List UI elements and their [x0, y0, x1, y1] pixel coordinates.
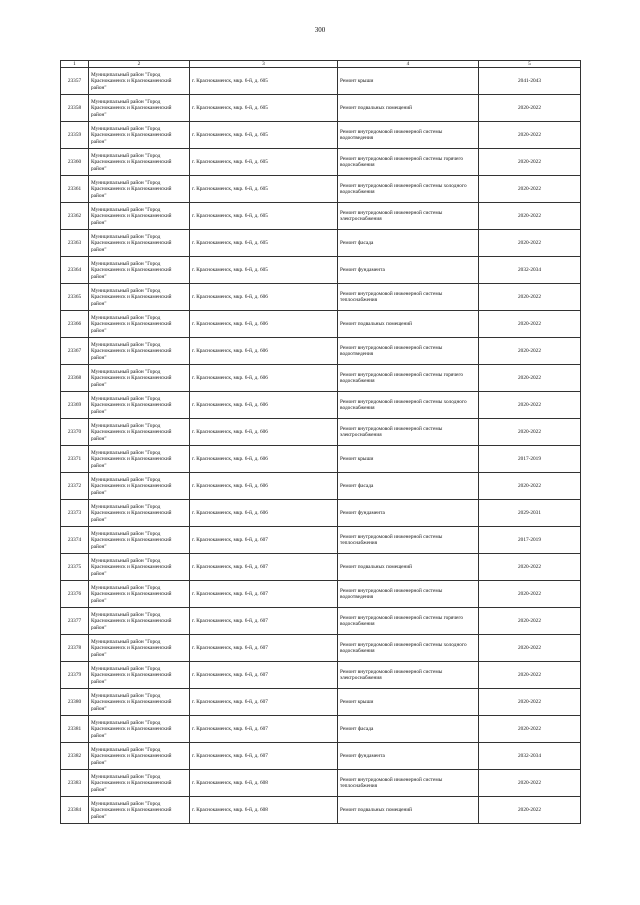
table-row	[61, 149, 581, 176]
table-row	[61, 203, 581, 230]
period-cell: 2020-2022	[479, 149, 581, 176]
work-type-cell: Ремонт подвальных помещений	[338, 95, 479, 122]
municipality-cell: Муниципальный район "Город Краснокаменск и Краснокаменский район"	[89, 68, 190, 95]
work-type-cell: Ремонт внутридомовой инженерной системы водоотведения	[338, 581, 479, 608]
address-cell: г. Краснокаменск, мкр. 6-й, д. 605	[190, 68, 338, 95]
table-row	[61, 473, 581, 500]
work-type-cell: Ремонт внутридомовой инженерной системы горячего водоснабжения	[338, 608, 479, 635]
address-cell: г. Краснокаменск, мкр. 6-й, д. 608	[190, 770, 338, 797]
period-cell: 2020-2022	[479, 689, 581, 716]
row-number: 23364	[61, 257, 89, 284]
municipality-cell: Муниципальный район "Город Краснокаменск и Краснокаменский район"	[89, 392, 190, 419]
work-type-cell: Ремонт фундамента	[338, 743, 479, 770]
table-row	[61, 554, 581, 581]
header-row	[61, 61, 581, 68]
period-cell: 2032-2034	[479, 743, 581, 770]
table-row	[61, 95, 581, 122]
address-cell: г. Краснокаменск, мкр. 6-й, д. 607	[190, 554, 338, 581]
address-cell: г. Краснокаменск, мкр. 6-й, д. 606	[190, 419, 338, 446]
period-cell: 2020-2022	[479, 230, 581, 257]
municipality-cell: Муниципальный район "Город Краснокаменск и Краснокаменский район"	[89, 635, 190, 662]
row-number: 23362	[61, 203, 89, 230]
table-row	[61, 365, 581, 392]
period-cell: 2020-2022	[479, 311, 581, 338]
work-type-cell: Ремонт внутридомовой инженерной системы теплоснабжения	[338, 527, 479, 554]
work-type-cell: Ремонт фундамента	[338, 257, 479, 284]
period-cell: 2020-2022	[479, 122, 581, 149]
row-number: 23382	[61, 743, 89, 770]
work-type-cell: Ремонт внутридомовой инженерной системы электроснабжения	[338, 203, 479, 230]
address-cell: г. Краснокаменск, мкр. 6-й, д. 606	[190, 446, 338, 473]
work-type-cell: Ремонт крыши	[338, 68, 479, 95]
work-type-cell: Ремонт внутридомовой инженерной системы холодного водоснабжения	[338, 392, 479, 419]
table-row	[61, 311, 581, 338]
table-row	[61, 122, 581, 149]
row-number: 23384	[61, 797, 89, 824]
row-number: 23379	[61, 662, 89, 689]
row-number: 23366	[61, 311, 89, 338]
municipality-cell: Муниципальный район "Город Краснокаменск и Краснокаменский район"	[89, 527, 190, 554]
municipality-cell: Муниципальный район "Город Краснокаменск и Краснокаменский район"	[89, 662, 190, 689]
municipality-cell: Муниципальный район "Город Краснокаменск и Краснокаменский район"	[89, 284, 190, 311]
address-cell: г. Краснокаменск, мкр. 6-й, д. 606	[190, 473, 338, 500]
column-header-2: 2	[89, 61, 190, 68]
address-cell: г. Краснокаменск, мкр. 6-й, д. 605	[190, 230, 338, 257]
table-row	[61, 284, 581, 311]
municipality-cell: Муниципальный район "Город Краснокаменск и Краснокаменский район"	[89, 500, 190, 527]
municipality-cell: Муниципальный район "Город Краснокаменск и Краснокаменский район"	[89, 743, 190, 770]
table-row	[61, 743, 581, 770]
row-number: 23360	[61, 149, 89, 176]
period-cell: 2020-2022	[479, 95, 581, 122]
work-type-cell: Ремонт фасада	[338, 230, 479, 257]
work-type-cell: Ремонт внутридомовой инженерной системы водоотведения	[338, 122, 479, 149]
period-cell: 2020-2022	[479, 662, 581, 689]
address-cell: г. Краснокаменск, мкр. 6-й, д. 605	[190, 149, 338, 176]
period-cell: 2020-2022	[479, 797, 581, 824]
period-cell: 2032-2034	[479, 257, 581, 284]
column-header-1: 1	[61, 61, 89, 68]
period-cell: 2020-2022	[479, 203, 581, 230]
address-cell: г. Краснокаменск, мкр. 6-й, д. 606	[190, 392, 338, 419]
row-number: 23363	[61, 230, 89, 257]
table-header	[61, 61, 581, 68]
table-row	[61, 446, 581, 473]
table-row	[61, 635, 581, 662]
table-row	[61, 716, 581, 743]
address-cell: г. Краснокаменск, мкр. 6-й, д. 607	[190, 743, 338, 770]
row-number: 23371	[61, 446, 89, 473]
row-number: 23359	[61, 122, 89, 149]
period-cell: 2041-2043	[479, 68, 581, 95]
address-cell: г. Краснокаменск, мкр. 6-й, д. 607	[190, 608, 338, 635]
municipality-cell: Муниципальный район "Город Краснокаменск и Краснокаменский район"	[89, 473, 190, 500]
address-cell: г. Краснокаменск, мкр. 6-й, д. 606	[190, 311, 338, 338]
period-cell: 2020-2022	[479, 365, 581, 392]
address-cell: г. Краснокаменск, мкр. 6-й, д. 607	[190, 716, 338, 743]
work-type-cell: Ремонт внутридомовой инженерной системы водоотведения	[338, 338, 479, 365]
work-type-cell: Ремонт внутридомовой инженерной системы электроснабжения	[338, 419, 479, 446]
municipality-cell: Муниципальный район "Город Краснокаменск и Краснокаменский район"	[89, 176, 190, 203]
table-row	[61, 419, 581, 446]
municipality-cell: Муниципальный район "Город Краснокаменск и Краснокаменский район"	[89, 230, 190, 257]
address-cell: г. Краснокаменск, мкр. 6-й, д. 606	[190, 500, 338, 527]
address-cell: г. Краснокаменск, мкр. 6-й, д. 606	[190, 365, 338, 392]
work-type-cell: Ремонт внутридомовой инженерной системы теплоснабжения	[338, 770, 479, 797]
table-row	[61, 230, 581, 257]
municipality-cell: Муниципальный район "Город Краснокаменск и Краснокаменский район"	[89, 365, 190, 392]
work-type-cell: Ремонт крыши	[338, 446, 479, 473]
period-cell: 2020-2022	[479, 176, 581, 203]
municipality-cell: Муниципальный район "Город Краснокаменск и Краснокаменский район"	[89, 95, 190, 122]
work-type-cell: Ремонт фундамента	[338, 500, 479, 527]
municipality-cell: Муниципальный район "Город Краснокаменск и Краснокаменский район"	[89, 770, 190, 797]
work-type-cell: Ремонт подвальных помещений	[338, 554, 479, 581]
period-cell: 2020-2022	[479, 338, 581, 365]
municipality-cell: Муниципальный район "Город Краснокаменск и Краснокаменский район"	[89, 716, 190, 743]
work-type-cell: Ремонт внутридомовой инженерной системы горячего водоснабжения	[338, 149, 479, 176]
table-row	[61, 770, 581, 797]
table-row	[61, 176, 581, 203]
work-type-cell: Ремонт крыши	[338, 689, 479, 716]
table-body	[61, 68, 581, 824]
period-cell: 2017-2019	[479, 446, 581, 473]
work-type-cell: Ремонт подвальных помещений	[338, 797, 479, 824]
row-number: 23369	[61, 392, 89, 419]
period-cell: 2020-2022	[479, 635, 581, 662]
row-number: 23373	[61, 500, 89, 527]
row-number: 23365	[61, 284, 89, 311]
table-row	[61, 527, 581, 554]
period-cell: 2020-2022	[479, 716, 581, 743]
municipality-cell: Муниципальный район "Город Краснокаменск и Краснокаменский район"	[89, 446, 190, 473]
table-row	[61, 500, 581, 527]
period-cell: 2017-2019	[479, 527, 581, 554]
period-cell: 2020-2022	[479, 608, 581, 635]
municipality-cell: Муниципальный район "Город Краснокаменск и Краснокаменский район"	[89, 311, 190, 338]
row-number: 23372	[61, 473, 89, 500]
address-cell: г. Краснокаменск, мкр. 6-й, д. 605	[190, 203, 338, 230]
row-number: 23375	[61, 554, 89, 581]
work-type-cell: Ремонт подвальных помещений	[338, 311, 479, 338]
municipality-cell: Муниципальный район "Город Краснокаменск и Краснокаменский район"	[89, 797, 190, 824]
address-cell: г. Краснокаменск, мкр. 6-й, д. 605	[190, 122, 338, 149]
table-row	[61, 797, 581, 824]
municipality-cell: Муниципальный район "Город Краснокаменск и Краснокаменский район"	[89, 338, 190, 365]
work-type-cell: Ремонт внутридомовой инженерной системы холодного водоснабжения	[338, 635, 479, 662]
period-cell: 2020-2022	[479, 419, 581, 446]
table-row	[61, 257, 581, 284]
table-row	[61, 662, 581, 689]
work-type-cell: Ремонт внутридомовой инженерной системы горячего водоснабжения	[338, 365, 479, 392]
table-row	[61, 392, 581, 419]
row-number: 23361	[61, 176, 89, 203]
address-cell: г. Краснокаменск, мкр. 6-й, д. 606	[190, 284, 338, 311]
municipality-cell: Муниципальный район "Город Краснокаменск и Краснокаменский район"	[89, 608, 190, 635]
column-header-5: 5	[479, 61, 581, 68]
row-number: 23376	[61, 581, 89, 608]
table-row	[61, 581, 581, 608]
municipality-cell: Муниципальный район "Город Краснокаменск и Краснокаменский район"	[89, 689, 190, 716]
page-number: 300	[314, 26, 326, 34]
address-cell: г. Краснокаменск, мкр. 6-й, д. 605	[190, 257, 338, 284]
municipality-cell: Муниципальный район "Город Краснокаменск и Краснокаменский район"	[89, 122, 190, 149]
row-number: 23358	[61, 95, 89, 122]
municipality-cell: Муниципальный район "Город Краснокаменск и Краснокаменский район"	[89, 419, 190, 446]
address-cell: г. Краснокаменск, мкр. 6-й, д. 607	[190, 689, 338, 716]
municipality-cell: Муниципальный район "Город Краснокаменск и Краснокаменский район"	[89, 581, 190, 608]
municipality-cell: Муниципальный район "Город Краснокаменск и Краснокаменский район"	[89, 257, 190, 284]
work-type-cell: Ремонт фасада	[338, 716, 479, 743]
column-header-4: 4	[338, 61, 479, 68]
table-row	[61, 608, 581, 635]
municipality-cell: Муниципальный район "Город Краснокаменск и Краснокаменский район"	[89, 149, 190, 176]
row-number: 23381	[61, 716, 89, 743]
row-number: 23383	[61, 770, 89, 797]
municipality-cell: Муниципальный район "Город Краснокаменск и Краснокаменский район"	[89, 554, 190, 581]
address-cell: г. Краснокаменск, мкр. 6-й, д. 605	[190, 176, 338, 203]
table-row	[61, 689, 581, 716]
row-number: 23370	[61, 419, 89, 446]
municipality-cell: Муниципальный район "Город Краснокаменск и Краснокаменский район"	[89, 203, 190, 230]
address-cell: г. Краснокаменск, мкр. 6-й, д. 607	[190, 635, 338, 662]
table-row	[61, 338, 581, 365]
period-cell: 2020-2022	[479, 284, 581, 311]
period-cell: 2029-2031	[479, 500, 581, 527]
row-number: 23377	[61, 608, 89, 635]
row-number: 23357	[61, 68, 89, 95]
period-cell: 2020-2022	[479, 554, 581, 581]
address-cell: г. Краснокаменск, мкр. 6-й, д. 606	[190, 338, 338, 365]
row-number: 23378	[61, 635, 89, 662]
work-type-cell: Ремонт внутридомовой инженерной системы холодного водоснабжения	[338, 176, 479, 203]
period-cell: 2020-2022	[479, 473, 581, 500]
work-type-cell: Ремонт внутридомовой инженерной системы электроснабжения	[338, 662, 479, 689]
work-type-cell: Ремонт фасада	[338, 473, 479, 500]
row-number: 23374	[61, 527, 89, 554]
period-cell: 2020-2022	[479, 392, 581, 419]
row-number: 23380	[61, 689, 89, 716]
address-cell: г. Краснокаменск, мкр. 6-й, д. 607	[190, 581, 338, 608]
address-cell: г. Краснокаменск, мкр. 6-й, д. 607	[190, 527, 338, 554]
address-cell: г. Краснокаменск, мкр. 6-й, д. 607	[190, 662, 338, 689]
row-number: 23368	[61, 365, 89, 392]
address-cell: г. Краснокаменск, мкр. 6-й, д. 605	[190, 95, 338, 122]
work-type-cell: Ремонт внутридомовой инженерной системы теплоснабжения	[338, 284, 479, 311]
registry-table	[60, 60, 581, 824]
period-cell: 2020-2022	[479, 770, 581, 797]
period-cell: 2020-2022	[479, 581, 581, 608]
row-number: 23367	[61, 338, 89, 365]
address-cell: г. Краснокаменск, мкр. 6-й, д. 608	[190, 797, 338, 824]
column-header-3: 3	[190, 61, 338, 68]
table-row	[61, 68, 581, 95]
